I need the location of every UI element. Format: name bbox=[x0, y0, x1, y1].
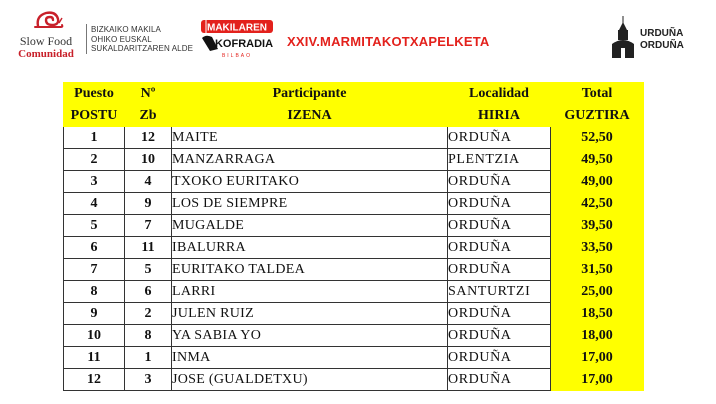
row-locality: SANTURTZI bbox=[448, 281, 551, 303]
row-position: 9 bbox=[64, 303, 125, 325]
makilaren-kofradia-logo bbox=[200, 18, 274, 60]
table-row bbox=[64, 259, 644, 281]
makilaren-line2: KOFRADIA bbox=[214, 38, 274, 50]
row-number: 10 bbox=[125, 149, 172, 171]
row-participant: INMA bbox=[172, 347, 448, 369]
row-locality: ORDUÑA bbox=[448, 215, 551, 237]
header-participant-eu: IZENA bbox=[172, 106, 448, 127]
table-row bbox=[64, 215, 644, 237]
row-number: 5 bbox=[125, 259, 172, 281]
table-header-row bbox=[64, 106, 644, 127]
row-locality: ORDUÑA bbox=[448, 347, 551, 369]
table-row bbox=[64, 171, 644, 193]
row-number: 7 bbox=[125, 215, 172, 237]
table-row bbox=[64, 303, 644, 325]
row-number: 2 bbox=[125, 303, 172, 325]
row-position: 8 bbox=[64, 281, 125, 303]
slow-food-community-text bbox=[91, 25, 193, 54]
makilaren-line1: MAKILAREN bbox=[207, 22, 267, 34]
header-total-eu: GUZTIRA bbox=[551, 106, 644, 127]
row-participant: LARRI bbox=[172, 281, 448, 303]
slow-food-subtitle: Comunidad bbox=[18, 48, 74, 60]
row-locality: ORDUÑA bbox=[448, 171, 551, 193]
row-number: 6 bbox=[125, 281, 172, 303]
row-number: 1 bbox=[125, 347, 172, 369]
row-number: 3 bbox=[125, 369, 172, 391]
row-number: 11 bbox=[125, 237, 172, 259]
table-row bbox=[64, 127, 644, 149]
header-position: Puesto bbox=[64, 83, 125, 106]
row-total: 17,00 bbox=[551, 369, 644, 391]
page-header bbox=[0, 0, 716, 76]
row-total: 18,00 bbox=[551, 325, 644, 347]
row-total: 39,50 bbox=[551, 215, 644, 237]
row-position: 2 bbox=[64, 149, 125, 171]
row-position: 3 bbox=[64, 171, 125, 193]
row-participant: MAITE bbox=[172, 127, 448, 149]
row-locality: ORDUÑA bbox=[448, 325, 551, 347]
community-line: OHIKO EUSKAL bbox=[91, 34, 152, 44]
table-row bbox=[64, 193, 644, 215]
results-table bbox=[63, 82, 644, 391]
table-row bbox=[64, 237, 644, 259]
row-participant: JULEN RUIZ bbox=[172, 303, 448, 325]
header-participant: Participante bbox=[172, 83, 448, 106]
table-header-row bbox=[64, 83, 644, 106]
row-participant: LOS DE SIEMPRE bbox=[172, 193, 448, 215]
row-total: 33,50 bbox=[551, 237, 644, 259]
header-number-eu: Zb bbox=[125, 106, 172, 127]
orduna-line2: ORDUÑA bbox=[640, 40, 684, 51]
row-locality: PLENTZIA bbox=[448, 149, 551, 171]
slow-food-name: Slow Food bbox=[19, 34, 73, 48]
header-locality-eu: HIRIA bbox=[448, 106, 551, 127]
row-position: 5 bbox=[64, 215, 125, 237]
header-position-eu: POSTU bbox=[64, 106, 125, 127]
row-position: 6 bbox=[64, 237, 125, 259]
row-number: 8 bbox=[125, 325, 172, 347]
row-locality: ORDUÑA bbox=[448, 303, 551, 325]
row-participant: JOSE (GUALDETXU) bbox=[172, 369, 448, 391]
community-line: BIZKAIKO MAKILA bbox=[91, 25, 161, 34]
row-participant: MUGALDE bbox=[172, 215, 448, 237]
table-row bbox=[64, 347, 644, 369]
row-locality: ORDUÑA bbox=[448, 369, 551, 391]
row-participant: IBALURRA bbox=[172, 237, 448, 259]
row-locality: ORDUÑA bbox=[448, 259, 551, 281]
row-total: 25,00 bbox=[551, 281, 644, 303]
row-total: 31,50 bbox=[551, 259, 644, 281]
table-row bbox=[64, 149, 644, 171]
row-position: 1 bbox=[64, 127, 125, 149]
row-total: 52,50 bbox=[551, 127, 644, 149]
table-row bbox=[64, 281, 644, 303]
row-participant: YA SABIA YO bbox=[172, 325, 448, 347]
orduna-tower-icon bbox=[608, 14, 638, 64]
row-total: 42,50 bbox=[551, 193, 644, 215]
row-number: 12 bbox=[125, 127, 172, 149]
orduna-name bbox=[640, 28, 684, 52]
event-title: XXIV.MARMITAKOTXAPELKETA bbox=[287, 34, 490, 49]
snail-icon bbox=[34, 8, 64, 30]
row-position: 10 bbox=[64, 325, 125, 347]
row-locality: ORDUÑA bbox=[448, 237, 551, 259]
row-locality: ORDUÑA bbox=[448, 193, 551, 215]
logo-divider bbox=[86, 24, 87, 54]
row-position: 11 bbox=[64, 347, 125, 369]
orduna-line1: URDUÑA bbox=[640, 28, 684, 39]
row-number: 9 bbox=[125, 193, 172, 215]
row-total: 17,00 bbox=[551, 347, 644, 369]
row-position: 4 bbox=[64, 193, 125, 215]
table-row bbox=[64, 325, 644, 347]
row-participant: TXOKO EURITAKO bbox=[172, 171, 448, 193]
header-locality: Localidad bbox=[448, 83, 551, 106]
makilaren-line3: BILBAO bbox=[221, 53, 253, 59]
row-number: 4 bbox=[125, 171, 172, 193]
community-line: SUKALDARITZAREN ALDE bbox=[91, 44, 194, 53]
row-participant: EURITAKO TALDEA bbox=[172, 259, 448, 281]
slow-food-logo bbox=[6, 8, 86, 60]
row-total: 49,50 bbox=[551, 149, 644, 171]
orduna-logo bbox=[608, 14, 712, 64]
header-number: Nº bbox=[125, 83, 172, 106]
row-position: 7 bbox=[64, 259, 125, 281]
row-participant: MANZARRAGA bbox=[172, 149, 448, 171]
row-total: 18,50 bbox=[551, 303, 644, 325]
row-locality: ORDUÑA bbox=[448, 127, 551, 149]
row-total: 49,00 bbox=[551, 171, 644, 193]
table-row bbox=[64, 369, 644, 391]
header-total: Total bbox=[551, 83, 644, 106]
row-position: 12 bbox=[64, 369, 125, 391]
